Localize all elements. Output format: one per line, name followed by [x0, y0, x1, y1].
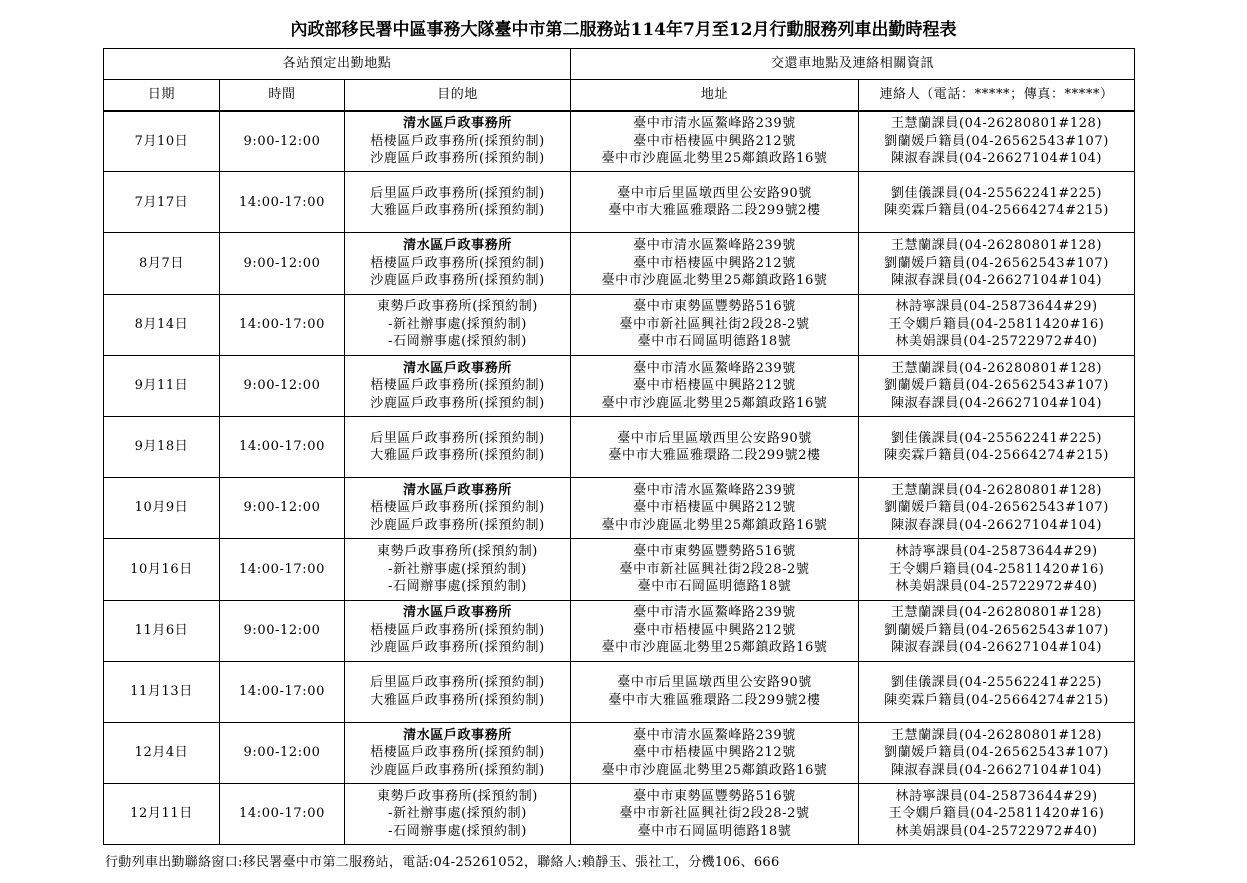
contact-line: 林美娟課員(04-25722972#40): [895, 823, 1098, 839]
address-cell: [571, 172, 859, 233]
contact-line: 劉蘭媛戶籍員(04-26562543#107): [884, 745, 1109, 761]
contact-cell: [859, 233, 1135, 294]
time-cell: 14:00-17:00: [220, 416, 345, 477]
address-line: 臺中市沙鹿區北勢里25鄰鎮政路16號: [601, 762, 828, 778]
schedule-table: [103, 48, 1135, 845]
destination-line: 梧棲區戶政事務所(採預約制): [370, 745, 545, 761]
destination-line: 沙鹿區戶政事務所(採預約制): [370, 395, 545, 411]
destination-cell: [345, 784, 571, 845]
group-header-vehicle-contact: 交還車地點及連絡相關資訊: [571, 49, 1135, 80]
address-line: 臺中市梧棲區中興路212號: [633, 133, 796, 149]
date-cell: 12月4日: [104, 722, 220, 783]
contact-line: 陳淑春課員(04-26627104#104): [890, 640, 1103, 656]
contact-line: 王令嫻戶籍員(04-25811420#16): [888, 316, 1105, 332]
date-cell: 9月18日: [104, 416, 220, 477]
destination-line: -石岡辦事處(採預約制): [388, 823, 527, 839]
destination-cell: [345, 233, 571, 294]
address-line: 臺中市沙鹿區北勢里25鄰鎮政路16號: [601, 517, 828, 533]
address-line: 臺中市大雅區雅環路二段299號2樓: [608, 448, 821, 464]
address-line: 臺中市梧棲區中興路212號: [633, 255, 796, 271]
address-cell: [571, 233, 859, 294]
destination-line: 梧棲區戶政事務所(採預約制): [370, 255, 545, 271]
time-cell: 9:00-12:00: [220, 478, 345, 539]
destination-cell: [345, 111, 571, 172]
destination-line: 大雅區戶政事務所(採預約制): [370, 692, 545, 708]
column-header-destination: 目的地: [345, 80, 571, 111]
destination-line: 沙鹿區戶政事務所(採預約制): [370, 762, 545, 778]
destination-line: 清水區戶政事務所: [403, 360, 512, 376]
address-line: 臺中市大雅區雅環路二段299號2樓: [608, 692, 821, 708]
contact-line: 劉佳儀課員(04-25562241#225): [890, 430, 1103, 446]
contact-line: 劉蘭媛戶籍員(04-26562543#107): [884, 133, 1109, 149]
contact-line: 王令嫻戶籍員(04-25811420#16): [888, 806, 1105, 822]
date-cell: 11月6日: [104, 600, 220, 661]
address-line: 臺中市新社區興社街2段28-2號: [619, 316, 810, 332]
contact-line: 劉蘭媛戶籍員(04-26562543#107): [884, 255, 1109, 271]
address-line: 臺中市大雅區雅環路二段299號2樓: [608, 203, 821, 219]
contact-line: 林美娟課員(04-25722972#40): [895, 334, 1098, 350]
address-line: 臺中市沙鹿區北勢里25鄰鎮政路16號: [601, 640, 828, 656]
address-cell: [571, 600, 859, 661]
contact-cell: [859, 539, 1135, 600]
column-header-row: [104, 80, 1135, 111]
contact-line: 陳奕霖戶籍員(04-25664274#215): [884, 448, 1109, 464]
address-line: 臺中市梧棲區中興路212號: [633, 500, 796, 516]
column-header-address: 地址: [571, 80, 859, 111]
destination-line: -新社辦事處(採預約制): [388, 806, 527, 822]
contact-line: 劉蘭媛戶籍員(04-26562543#107): [884, 622, 1109, 638]
schedule-row: [104, 416, 1135, 477]
destination-line: 清水區戶政事務所: [403, 727, 512, 743]
destination-cell: [345, 416, 571, 477]
destination-cell: [345, 172, 571, 233]
date-cell: 9月11日: [104, 355, 220, 416]
contact-cell: [859, 722, 1135, 783]
date-cell: 12月11日: [104, 784, 220, 845]
contact-line: 林詩寧課員(04-25873644#29): [895, 788, 1098, 804]
address-cell: [571, 111, 859, 172]
contact-cell: [859, 294, 1135, 355]
contact-line: 劉佳儀課員(04-25562241#225): [890, 185, 1103, 201]
address-line: 臺中市清水區鰲峰路239號: [633, 482, 796, 498]
address-line: 臺中市清水區鰲峰路239號: [633, 605, 796, 621]
contact-line: 陳奕霖戶籍員(04-25664274#215): [884, 203, 1109, 219]
contact-line: 陳奕霖戶籍員(04-25664274#215): [884, 692, 1109, 708]
document-title: 內政部移民署中區事務大隊臺中市第二服務站114年7月至12月行動服務列車出勤時程表: [290, 20, 957, 40]
destination-line: 沙鹿區戶政事務所(採預約制): [370, 273, 545, 289]
destination-line: -石岡辦事處(採預約制): [388, 334, 527, 350]
address-line: 臺中市后里區墩西里公安路90號: [617, 185, 812, 201]
schedule-row: [104, 661, 1135, 722]
schedule-row: [104, 539, 1135, 600]
destination-line: 梧棲區戶政事務所(採預約制): [370, 500, 545, 516]
schedule-row: [104, 233, 1135, 294]
schedule-row: [104, 600, 1135, 661]
address-line: 臺中市清水區鰲峰路239號: [633, 116, 796, 132]
address-line: 臺中市石岡區明德路18號: [637, 579, 792, 595]
group-header-stations: 各站預定出勤地點: [104, 49, 571, 80]
group-header-row: [104, 49, 1135, 80]
address-cell: [571, 722, 859, 783]
date-cell: 10月16日: [104, 539, 220, 600]
time-cell: 9:00-12:00: [220, 722, 345, 783]
destination-line: 大雅區戶政事務所(採預約制): [370, 448, 545, 464]
address-line: 臺中市梧棲區中興路212號: [633, 745, 796, 761]
address-line: 臺中市石岡區明德路18號: [637, 334, 792, 350]
contact-window-note: 行動列車出勤聯絡窗口:移民署臺中市第二服務站，電話:04-25261052，聯絡人:賴靜玉、張社工，分機106、666: [105, 855, 780, 870]
address-cell: [571, 539, 859, 600]
contact-cell: [859, 784, 1135, 845]
destination-line: 后里區戶政事務所(採預約制): [370, 185, 545, 201]
address-cell: [571, 478, 859, 539]
contact-line: 陳淑春課員(04-26627104#104): [890, 517, 1103, 533]
schedule-row: [104, 294, 1135, 355]
address-line: 臺中市后里區墩西里公安路90號: [617, 430, 812, 446]
address-line: 臺中市梧棲區中興路212號: [633, 622, 796, 638]
date-cell: 7月17日: [104, 172, 220, 233]
contact-line: 陳淑春課員(04-26627104#104): [890, 273, 1103, 289]
address-cell: [571, 784, 859, 845]
destination-line: -新社辦事處(採預約制): [388, 316, 527, 332]
contact-cell: [859, 172, 1135, 233]
destination-cell: [345, 539, 571, 600]
contact-cell: [859, 478, 1135, 539]
time-cell: 14:00-17:00: [220, 294, 345, 355]
address-line: 臺中市梧棲區中興路212號: [633, 378, 796, 394]
date-cell: 10月9日: [104, 478, 220, 539]
time-cell: 14:00-17:00: [220, 661, 345, 722]
schedule-row: [104, 111, 1135, 172]
address-line: 臺中市東勢區豐勢路516號: [633, 788, 796, 804]
time-cell: 9:00-12:00: [220, 111, 345, 172]
destination-cell: [345, 355, 571, 416]
contact-cell: [859, 111, 1135, 172]
destination-line: 沙鹿區戶政事務所(採預約制): [370, 640, 545, 656]
destination-line: 東勢戶政事務所(採預約制): [377, 544, 538, 560]
destination-cell: [345, 661, 571, 722]
destination-line: 清水區戶政事務所: [403, 605, 512, 621]
contact-cell: [859, 355, 1135, 416]
destination-line: 清水區戶政事務所: [403, 116, 512, 132]
destination-cell: [345, 294, 571, 355]
address-line: 臺中市沙鹿區北勢里25鄰鎮政路16號: [601, 395, 828, 411]
address-cell: [571, 355, 859, 416]
destination-line: -新社辦事處(採預約制): [388, 561, 527, 577]
destination-line: 后里區戶政事務所(採預約制): [370, 675, 545, 691]
schedule-row: [104, 172, 1135, 233]
destination-line: 梧棲區戶政事務所(採預約制): [370, 622, 545, 638]
column-header-date: 日期: [104, 80, 220, 111]
table-body: [104, 111, 1135, 845]
destination-line: 沙鹿區戶政事務所(採預約制): [370, 517, 545, 533]
address-cell: [571, 294, 859, 355]
destination-line: 大雅區戶政事務所(採預約制): [370, 203, 545, 219]
contact-line: 劉佳儀課員(04-25562241#225): [890, 675, 1103, 691]
contact-line: 王慧蘭課員(04-26280801#128): [890, 727, 1103, 743]
destination-line: 清水區戶政事務所: [403, 238, 512, 254]
address-line: 臺中市石岡區明德路18號: [637, 823, 792, 839]
date-cell: 8月14日: [104, 294, 220, 355]
contact-cell: [859, 661, 1135, 722]
date-cell: 11月13日: [104, 661, 220, 722]
address-cell: [571, 661, 859, 722]
contact-line: 劉蘭媛戶籍員(04-26562543#107): [884, 378, 1109, 394]
destination-line: 后里區戶政事務所(採預約制): [370, 430, 545, 446]
contact-line: 王慧蘭課員(04-26280801#128): [890, 360, 1103, 376]
destination-line: 東勢戶政事務所(採預約制): [377, 299, 538, 315]
contact-cell: [859, 600, 1135, 661]
address-line: 臺中市東勢區豐勢路516號: [633, 544, 796, 560]
date-cell: 7月10日: [104, 111, 220, 172]
contact-line: 林詩寧課員(04-25873644#29): [895, 299, 1098, 315]
schedule-row: [104, 722, 1135, 783]
contact-line: 林美娟課員(04-25722972#40): [895, 579, 1098, 595]
schedule-row: [104, 355, 1135, 416]
destination-line: 東勢戶政事務所(採預約制): [377, 788, 538, 804]
column-header-time: 時間: [220, 80, 345, 111]
address-line: 臺中市東勢區豐勢路516號: [633, 299, 796, 315]
address-line: 臺中市清水區鰲峰路239號: [633, 238, 796, 254]
contact-line: 王慧蘭課員(04-26280801#128): [890, 116, 1103, 132]
table-header: [104, 49, 1135, 111]
contact-line: 林詩寧課員(04-25873644#29): [895, 544, 1098, 560]
contact-line: 陳淑春課員(04-26627104#104): [890, 395, 1103, 411]
schedule-row: [104, 478, 1135, 539]
contact-line: 王慧蘭課員(04-26280801#128): [890, 605, 1103, 621]
destination-line: 梧棲區戶政事務所(採預約制): [370, 133, 545, 149]
address-line: 臺中市后里區墩西里公安路90號: [617, 675, 812, 691]
address-line: 臺中市沙鹿區北勢里25鄰鎮政路16號: [601, 273, 828, 289]
contact-line: 陳淑春課員(04-26627104#104): [890, 762, 1103, 778]
time-cell: 9:00-12:00: [220, 233, 345, 294]
column-header-contact: 連絡人（電話：*****；傳真：*****）: [859, 80, 1135, 111]
destination-cell: [345, 722, 571, 783]
contact-line: 王令嫻戶籍員(04-25811420#16): [888, 561, 1105, 577]
address-line: 臺中市沙鹿區北勢里25鄰鎮政路16號: [601, 151, 828, 167]
address-line: 臺中市清水區鰲峰路239號: [633, 360, 796, 376]
address-cell: [571, 416, 859, 477]
destination-line: 清水區戶政事務所: [403, 482, 512, 498]
time-cell: 9:00-12:00: [220, 600, 345, 661]
time-cell: 14:00-17:00: [220, 784, 345, 845]
time-cell: 14:00-17:00: [220, 172, 345, 233]
destination-line: 沙鹿區戶政事務所(採預約制): [370, 151, 545, 167]
contact-line: 王慧蘭課員(04-26280801#128): [890, 238, 1103, 254]
contact-line: 劉蘭媛戶籍員(04-26562543#107): [884, 500, 1109, 516]
time-cell: 9:00-12:00: [220, 355, 345, 416]
address-line: 臺中市新社區興社街2段28-2號: [619, 561, 810, 577]
destination-cell: [345, 600, 571, 661]
date-cell: 8月7日: [104, 233, 220, 294]
destination-cell: [345, 478, 571, 539]
address-line: 臺中市新社區興社街2段28-2號: [619, 806, 810, 822]
address-line: 臺中市清水區鰲峰路239號: [633, 727, 796, 743]
schedule-row: [104, 784, 1135, 845]
time-cell: 14:00-17:00: [220, 539, 345, 600]
destination-line: 梧棲區戶政事務所(採預約制): [370, 378, 545, 394]
contact-line: 王慧蘭課員(04-26280801#128): [890, 482, 1103, 498]
contact-cell: [859, 416, 1135, 477]
destination-line: -石岡辦事處(採預約制): [388, 579, 527, 595]
contact-line: 陳淑春課員(04-26627104#104): [890, 151, 1103, 167]
